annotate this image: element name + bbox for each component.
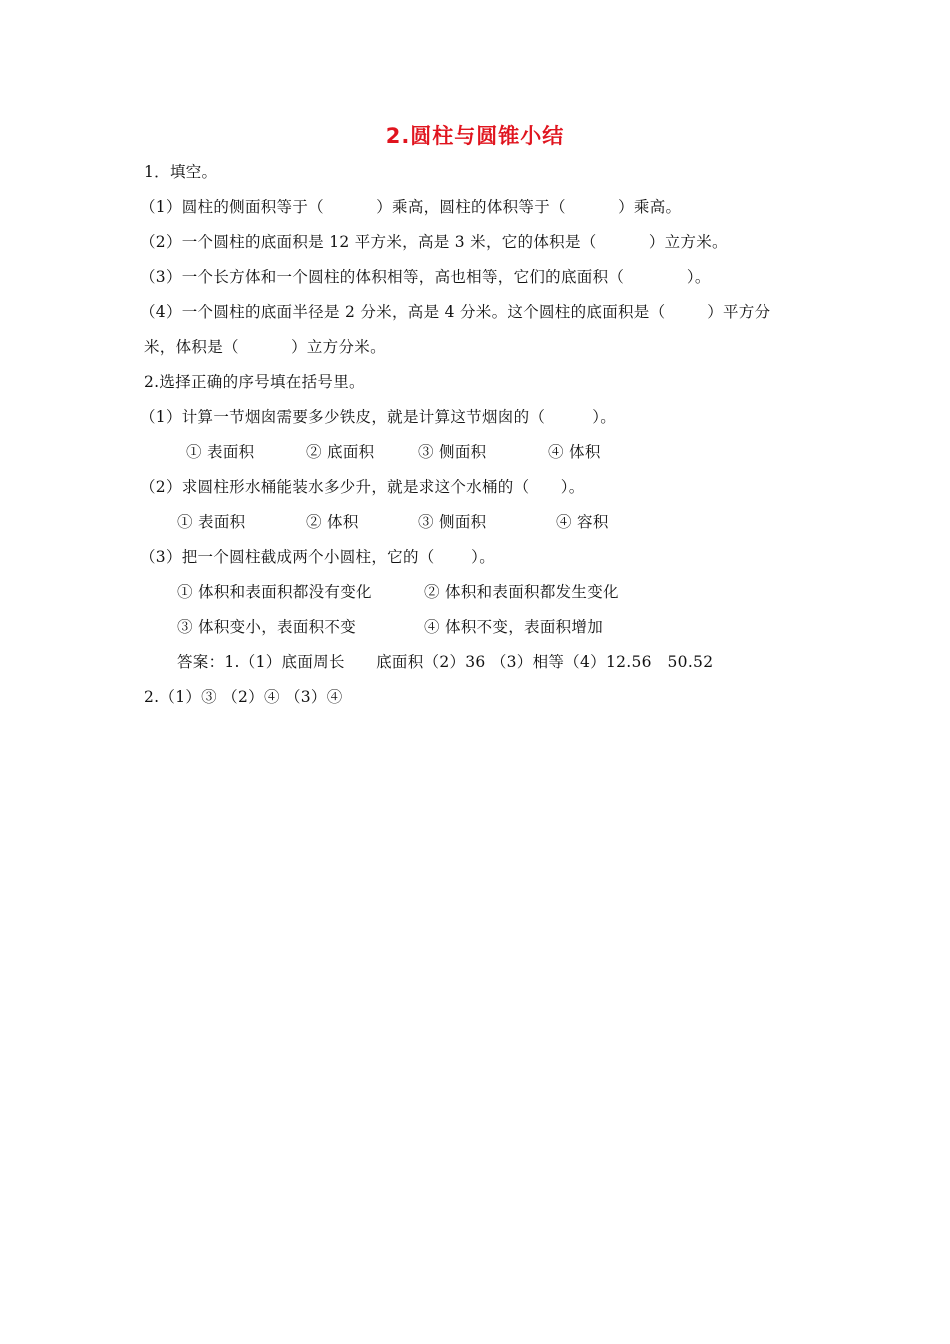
page-title: 2.圆柱与圆锥小结 [385,124,565,148]
option-2-4: ④ 容积 [556,513,609,531]
question-1-item-2: （2）一个圆柱的底面积是 12 平方米，高是 3 米，它的体积是（ ）立方米。 [140,233,728,251]
question-1-item-3: （3）一个长方体和一个圆柱的体积相等，高也相等，它们的底面积（ ）。 [140,268,711,286]
question-1-item-4-continued: 米，体积是（ ）立方分米。 [144,338,386,356]
option-1-4: ④ 体积 [548,443,601,461]
question-1-item-4: （4）一个圆柱的底面半径是 2 分米，高是 4 分米。这个圆柱的底面积是（ ）平方分 [140,303,771,321]
option-3-1: ① 体积和表面积都没有变化 [177,583,372,601]
option-1-1: ① 表面积 [186,443,255,461]
question-2-item-2: （2）求圆柱形水桶能装水多少升，就是求这个水桶的（ ）。 [140,478,585,496]
question-1-item-1: （1）圆柱的侧面积等于（ ）乘高，圆柱的体积等于（ ）乘高。 [140,198,682,216]
option-1-2: ② 底面积 [306,443,375,461]
answer-line-1: 答案：1.（1）底面周长 底面积（2）36 （3）相等（4）12.56 50.52 [177,653,714,671]
option-3-4: ④ 体积不变，表面积增加 [424,618,604,636]
answer-line-2: 2.（1）③ （2）④ （3）④ [144,688,343,706]
question-2-item-1: （1）计算一节烟囱需要多少铁皮，就是计算这节烟囱的（ ）。 [140,408,617,426]
question-2-item-3: （3）把一个圆柱截成两个小圆柱，它的（ ）。 [140,548,496,566]
question-2-heading: 2.选择正确的序号填在括号里。 [144,373,365,391]
option-1-3: ③ 侧面积 [418,443,487,461]
question-1-heading: 1．填空。 [144,163,218,181]
option-3-3: ③ 体积变小，表面积不变 [177,618,357,636]
option-3-2: ② 体积和表面积都发生变化 [424,583,619,601]
option-2-1: ① 表面积 [177,513,246,531]
option-2-2: ② 体积 [306,513,359,531]
option-2-3: ③ 侧面积 [418,513,487,531]
